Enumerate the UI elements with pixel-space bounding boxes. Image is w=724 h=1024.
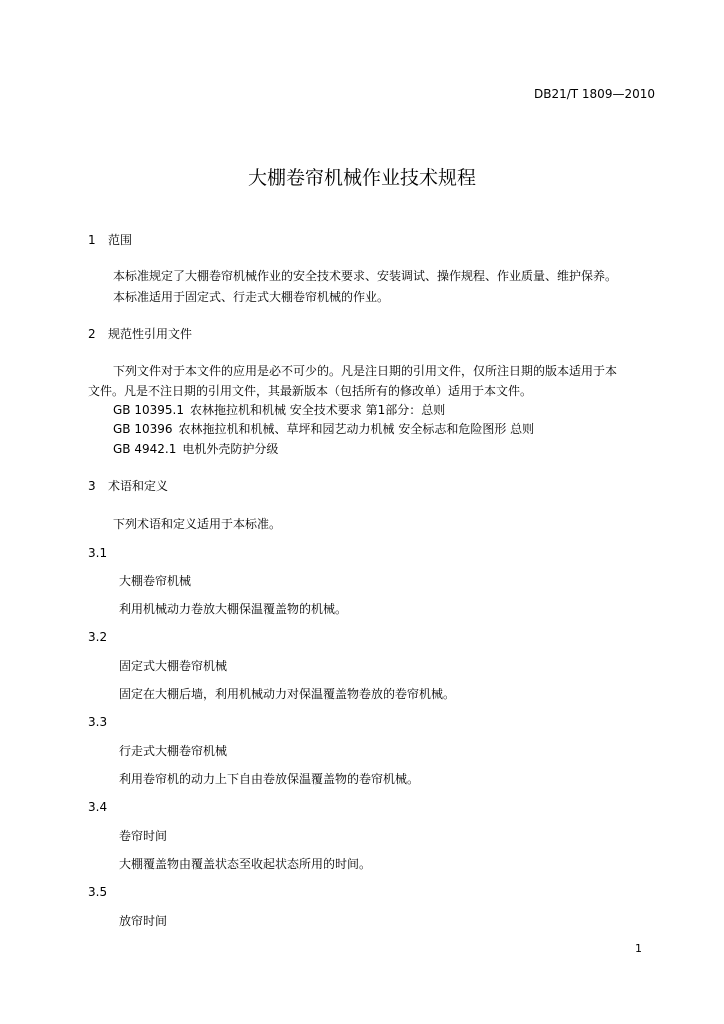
reference-code: GB 10395.1 [113, 403, 184, 417]
term-name: 固定式大棚卷帘机械 [119, 659, 228, 673]
page-number: 1 [635, 942, 642, 955]
term-number: 3.2 [88, 630, 108, 644]
reference-code: GB 4942.1 [113, 442, 177, 456]
reference-title: 电机外壳防护分级 [182, 442, 279, 456]
section-heading-scope [88, 231, 132, 248]
document-title: 大棚卷帘机械作业技术规程 [247, 167, 476, 189]
term-name: 卷帘时间 [119, 829, 168, 843]
term-name: 行走式大棚卷帘机械 [119, 744, 228, 758]
standard-code: DB21/T 1809—2010 [533, 87, 655, 101]
section-title: 范围 [108, 233, 133, 247]
section-title: 术语和定义 [108, 479, 169, 493]
term-number: 3.1 [88, 546, 108, 560]
term-definition: 固定在大棚后墙，利用机械动力对保温覆盖物卷放的卷帘机械。 [119, 687, 456, 701]
term-definition: 利用机械动力卷放大棚保温覆盖物的机械。 [119, 602, 348, 616]
reference-code: GB 10396 [113, 422, 173, 436]
reference-title: 农林拖拉机和机械、草坪和园艺动力机械 安全标志和危险图形 总则 [178, 422, 535, 436]
paragraph-line: 文件。凡是不注日期的引用文件，其最新版本（包括所有的修改单）适用于本文件。 [88, 384, 533, 398]
section-number: 3 [88, 479, 96, 493]
paragraph: 本标准规定了大棚卷帘机械作业的安全技术要求、安装调试、操作规程、作业质量、维护保养。 [113, 269, 618, 283]
section-number: 2 [88, 327, 96, 341]
reference-item [113, 440, 278, 457]
reference-title: 农林拖拉机和机械 安全技术要求 第1部分：总则 [189, 403, 446, 417]
term-name: 大棚卷帘机械 [119, 574, 192, 588]
reference-item [113, 420, 534, 437]
term-definition: 大棚覆盖物由覆盖状态至收起状态所用的时间。 [119, 857, 372, 871]
term-number: 3.5 [88, 885, 108, 899]
paragraph-line: 下列文件对于本文件的应用是必不可少的。凡是注日期的引用文件，仅所注日期的版本适用于本 [113, 364, 618, 378]
section-title: 规范性引用文件 [108, 327, 193, 341]
paragraph: 本标准适用于固定式、行走式大棚卷帘机械的作业。 [113, 290, 390, 304]
reference-item [113, 401, 445, 418]
term-definition: 利用卷帘机的动力上下自由卷放保温覆盖物的卷帘机械。 [119, 772, 420, 786]
paragraph: 下列术语和定义适用于本标准。 [113, 517, 282, 531]
section-number: 1 [88, 233, 96, 247]
term-number: 3.3 [88, 715, 108, 729]
term-name: 放帘时间 [119, 914, 168, 928]
section-heading-terms [88, 477, 168, 494]
term-number: 3.4 [88, 800, 108, 814]
section-heading-normative-references [88, 325, 192, 342]
